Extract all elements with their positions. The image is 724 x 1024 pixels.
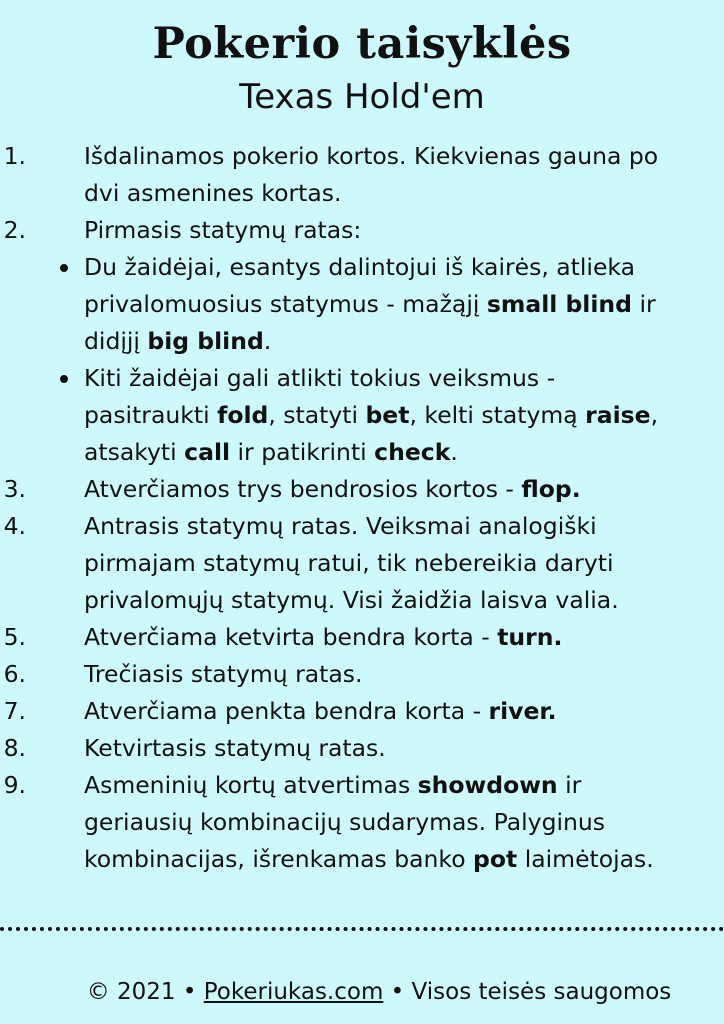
rule-number: 5. [3,623,26,651]
rule-text: laimėtojas. [517,845,654,873]
rule-text: . [450,438,458,466]
rule-item [0,767,669,878]
term: check [374,438,451,466]
rule-item [0,730,669,767]
term: bet [365,401,410,429]
rule-number: 9. [3,771,26,799]
rule-text: , atsakyti [84,401,659,466]
rule-text: , kelti statymą [409,401,586,429]
term: call [184,438,231,466]
page-title: Pokerio taisyklės [152,19,572,69]
term: showdown [417,771,558,799]
copyright-text: © 2021 • [86,979,197,1005]
rule-number: 2. [3,216,26,244]
rule-text: ir geriausių kombinacijų sudarymas. Palyginus kombinacijas, išrenkamas banko [84,771,606,873]
rule-text: ir didįjį [84,290,656,355]
rule-number: 4. [3,512,26,540]
rule-subitem [0,360,669,471]
rule-item [0,471,669,508]
rule-item [0,138,669,212]
rule-number: 8. [3,734,26,762]
rule-number: 1. [3,142,26,170]
rule-text: Du žaidėjai, esantys dalintojui iš kairės, atlieka privalomuosius statymus - mažąjį [84,253,636,318]
footer [0,975,724,1009]
page-subtitle: Texas Hold'em [239,77,485,117]
rule-item [0,212,669,249]
rule-text: Atverčiama ketvirta bendra korta - [84,623,498,651]
rule-text: , statyti [268,401,366,429]
rule-item [0,693,669,730]
bullet-icon [60,264,68,272]
site-link[interactable]: Pokeriukas.com [203,979,384,1005]
term: flop. [521,475,581,503]
rule-item [0,508,669,619]
rule-subitem [0,249,669,360]
term: big blind [147,327,264,355]
rule-text: Asmeninių kortų atvertimas [84,771,418,799]
rule-text: Trečiasis statymų ratas. [84,660,363,688]
rules-list [0,138,724,878]
rule-item [0,656,669,693]
rule-text: Atverčiamos trys bendrosios kortos - [84,475,522,503]
term: pot [473,845,518,873]
rights-text: • Visos teisės saugomos [390,979,672,1005]
rule-number: 6. [3,660,26,688]
rule-text: Antrasis statymų ratas. Veiksmai analogiški pirmajam statymų ratui, tik nebereikia daryti privalomųjų statymų. Visi žaidžia laisva valia. [84,512,619,614]
rule-text: ir patikrinti [230,438,375,466]
rule-text: Kiti žaidėjai gali atlikti tokius veiksmus - pasitraukti [84,364,556,429]
rule-text: Pirmasis statymų ratas: [84,216,362,244]
rule-text: Ketvirtasis statymų ratas. [84,734,386,762]
rule-text: . [263,327,272,355]
rule-text: Išdalinamos pokerio kortos. Kiekvienas gauna po dvi asmenines kortas. [84,142,659,207]
term: raise [585,401,651,429]
rule-number: 7. [3,697,26,725]
rule-item [0,619,669,656]
dotted-divider [0,927,724,931]
term: turn. [497,623,563,651]
term: small blind [486,290,632,318]
term: river. [488,697,557,725]
rule-text: Atverčiama penkta bendra korta - [84,697,489,725]
rule-number: 3. [3,475,26,503]
bullet-icon [60,375,68,383]
term: fold [217,401,269,429]
